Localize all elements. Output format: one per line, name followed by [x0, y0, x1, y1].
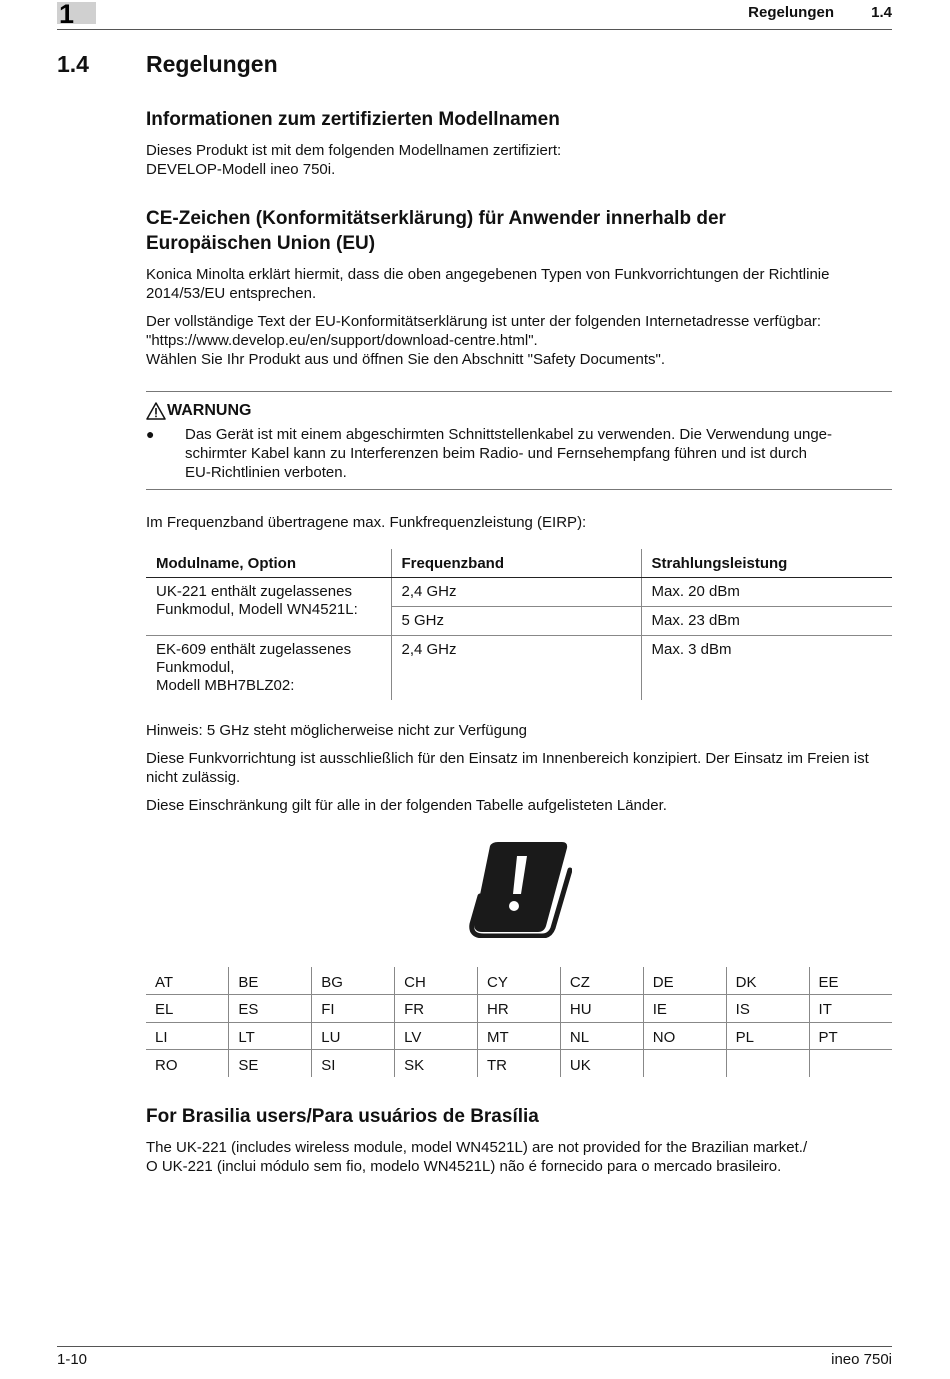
ce-paragraph1-line2: 2014/53/EU entsprechen.: [146, 285, 317, 302]
country-cell: LI: [146, 1022, 229, 1050]
band-cell: 2,4 GHz: [391, 635, 641, 700]
band-cell: 5 GHz: [391, 606, 641, 635]
country-cell: AT: [146, 967, 229, 995]
model-name-block: [146, 107, 892, 179]
ce-paragraph2-line1: Der vollständige Text der EU-Konformitätserklärung ist unter der folgenden Internetadresse verfügbar:: [146, 313, 822, 330]
warning-text: [185, 425, 875, 482]
model-name-value: DEVELOP-Modell ineo 750i.: [146, 161, 336, 178]
chapter-number: 1: [59, 0, 75, 29]
column-header-power: Strahlungsleistung: [641, 549, 892, 577]
frequency-table: [146, 549, 892, 700]
country-cell: MT: [478, 1022, 561, 1050]
power-cell: Max. 3 dBm: [641, 635, 892, 700]
warning-line: Das Gerät ist mit einem abgeschirmten Schnittstellenkabel zu verwenden. Die Verwendung unge-: [185, 426, 833, 443]
header-section-number: 1.4: [871, 4, 892, 21]
brasilia-line-en: The UK-221 (includes wireless module, model WN4521L) are not provided for the Brazilian market./: [146, 1139, 808, 1156]
chapter-tab: [57, 0, 96, 29]
country-cell: LU: [312, 1022, 395, 1050]
warning-line: EU-Richtlinien verboten.: [185, 464, 347, 481]
module-name-line: EK-609 enthält zugelassenes: [156, 640, 352, 658]
country-cell: [726, 1050, 809, 1078]
module-name-line: Funkmodul, Modell WN4521L:: [156, 600, 358, 618]
ce-heading-line1: CE-Zeichen (Konformitätserklärung) für Anwender innerhalb der: [146, 208, 726, 229]
country-cell: CZ: [560, 967, 643, 995]
warning-label: WARNUNG: [167, 402, 252, 419]
eirp-block: [146, 513, 892, 532]
country-cell: IT: [809, 995, 892, 1023]
country-cell: UK: [560, 1050, 643, 1078]
model-name-heading: Informationen zum zertifizierten Modellnamen: [146, 109, 560, 130]
country-cell: ES: [229, 995, 312, 1023]
table-row: [146, 1022, 892, 1050]
country-cell: LV: [395, 1022, 478, 1050]
table-row: [146, 635, 892, 700]
country-cell: BE: [229, 967, 312, 995]
module-cell-ek609: [146, 635, 391, 700]
ce-paragraph2-line3: Wählen Sie Ihr Produkt aus und öffnen Sie den Abschnitt "Safety Documents".: [146, 351, 666, 368]
country-cell: IS: [726, 995, 809, 1023]
country-cell: IE: [643, 995, 726, 1023]
country-cell: PT: [809, 1022, 892, 1050]
warning-heading: [146, 402, 251, 420]
country-cell: FI: [312, 995, 395, 1023]
country-cell: SK: [395, 1050, 478, 1078]
country-cell: FR: [395, 995, 478, 1023]
indoor-line1: Diese Funkvorrichtung ist ausschließlich für den Einsatz im Innenbereich konzipiert. Der Einsatz im Freien ist: [146, 750, 869, 767]
country-cell: RO: [155, 1056, 178, 1074]
module-name-line: Funkmodul,: [156, 658, 235, 676]
country-cell: NL: [560, 1022, 643, 1050]
warning-bullet: ●: [146, 426, 155, 442]
country-cell: HU: [560, 995, 643, 1023]
brasilia-block: [146, 1104, 892, 1176]
warning-triangle-icon: [146, 402, 166, 420]
table-row: [146, 1050, 892, 1078]
country-table: [146, 967, 892, 1077]
table-row: [146, 967, 892, 995]
section-number: 1.4: [57, 51, 89, 77]
country-cell: SI: [312, 1050, 395, 1078]
model-name-line: Dieses Produkt ist mit dem folgenden Modellnamen zertifiziert:: [146, 142, 562, 159]
brasilia-heading: For Brasilia users/Para usuários de Brasília: [146, 1106, 539, 1127]
page-header: [57, 0, 892, 30]
restriction-note: Diese Einschränkung gilt für alle in der folgenden Tabelle aufgelisteten Länder.: [146, 797, 667, 814]
table-row: [146, 995, 892, 1023]
column-header-band: Frequenzband: [391, 549, 641, 577]
country-cell: SE: [229, 1050, 312, 1078]
country-cell: NO: [643, 1022, 726, 1050]
country-cell: CY: [478, 967, 561, 995]
notes-block: [146, 721, 892, 815]
table-header-row: [146, 549, 892, 577]
country-cell: DK: [726, 967, 809, 995]
ce-url: "https://www.develop.eu/en/support/download-centre.html".: [146, 332, 538, 349]
power-cell: Max. 20 dBm: [641, 577, 892, 606]
country-cell: [809, 1050, 892, 1078]
frequency-hint: Hinweis: 5 GHz steht möglicherweise nicht zur Verfügung: [146, 722, 528, 739]
section-title: Regelungen: [146, 51, 278, 77]
table-row: [146, 577, 892, 606]
module-name-line: UK-221 enthält zugelassenes: [156, 582, 352, 600]
product-name: ineo 750i: [831, 1351, 892, 1368]
manual-book-exclamation-icon: [466, 840, 572, 938]
ce-paragraph1-line1: Konica Minolta erklärt hiermit, dass die oben angegebenen Typen von Funkvorrichtungen der Richtlinie: [146, 266, 830, 283]
country-cell: TR: [478, 1050, 561, 1078]
module-cell-uk221: [146, 577, 391, 635]
country-cell: CH: [395, 967, 478, 995]
power-cell: Max. 23 dBm: [641, 606, 892, 635]
country-cell: EL: [146, 995, 229, 1023]
ce-heading-line2: Europäischen Union (EU): [146, 233, 376, 254]
brasilia-line-pt: O UK-221 (inclui módulo sem fio, modelo WN4521L) não é fornecido para o mercado brasileiro.: [146, 1158, 782, 1175]
indoor-line2: nicht zulässig.: [146, 769, 241, 786]
header-title: Regelungen: [748, 4, 834, 21]
module-name-line: Modell MBH7BLZ02:: [156, 676, 295, 694]
country-cell: [643, 1050, 726, 1078]
column-header-module: Modulname, Option: [146, 549, 391, 577]
country-cell: HR: [478, 995, 561, 1023]
country-cell: LT: [229, 1022, 312, 1050]
country-cell: PL: [726, 1022, 809, 1050]
warning-line: schirmter Kabel kann zu Interferenzen beim Radio- und Fernsehempfang führen und ist durch: [185, 445, 808, 462]
country-cell: DE: [643, 967, 726, 995]
ce-block: [146, 206, 892, 369]
warning-box: [146, 391, 892, 490]
country-cell: BG: [312, 967, 395, 995]
band-cell: 2,4 GHz: [391, 577, 641, 606]
eirp-intro: Im Frequenzband übertragene max. Funkfrequenzleistung (EIRP):: [146, 514, 587, 531]
page-footer: [57, 1346, 892, 1376]
page-number: 1-10: [57, 1351, 88, 1368]
country-cell: EE: [809, 967, 892, 995]
